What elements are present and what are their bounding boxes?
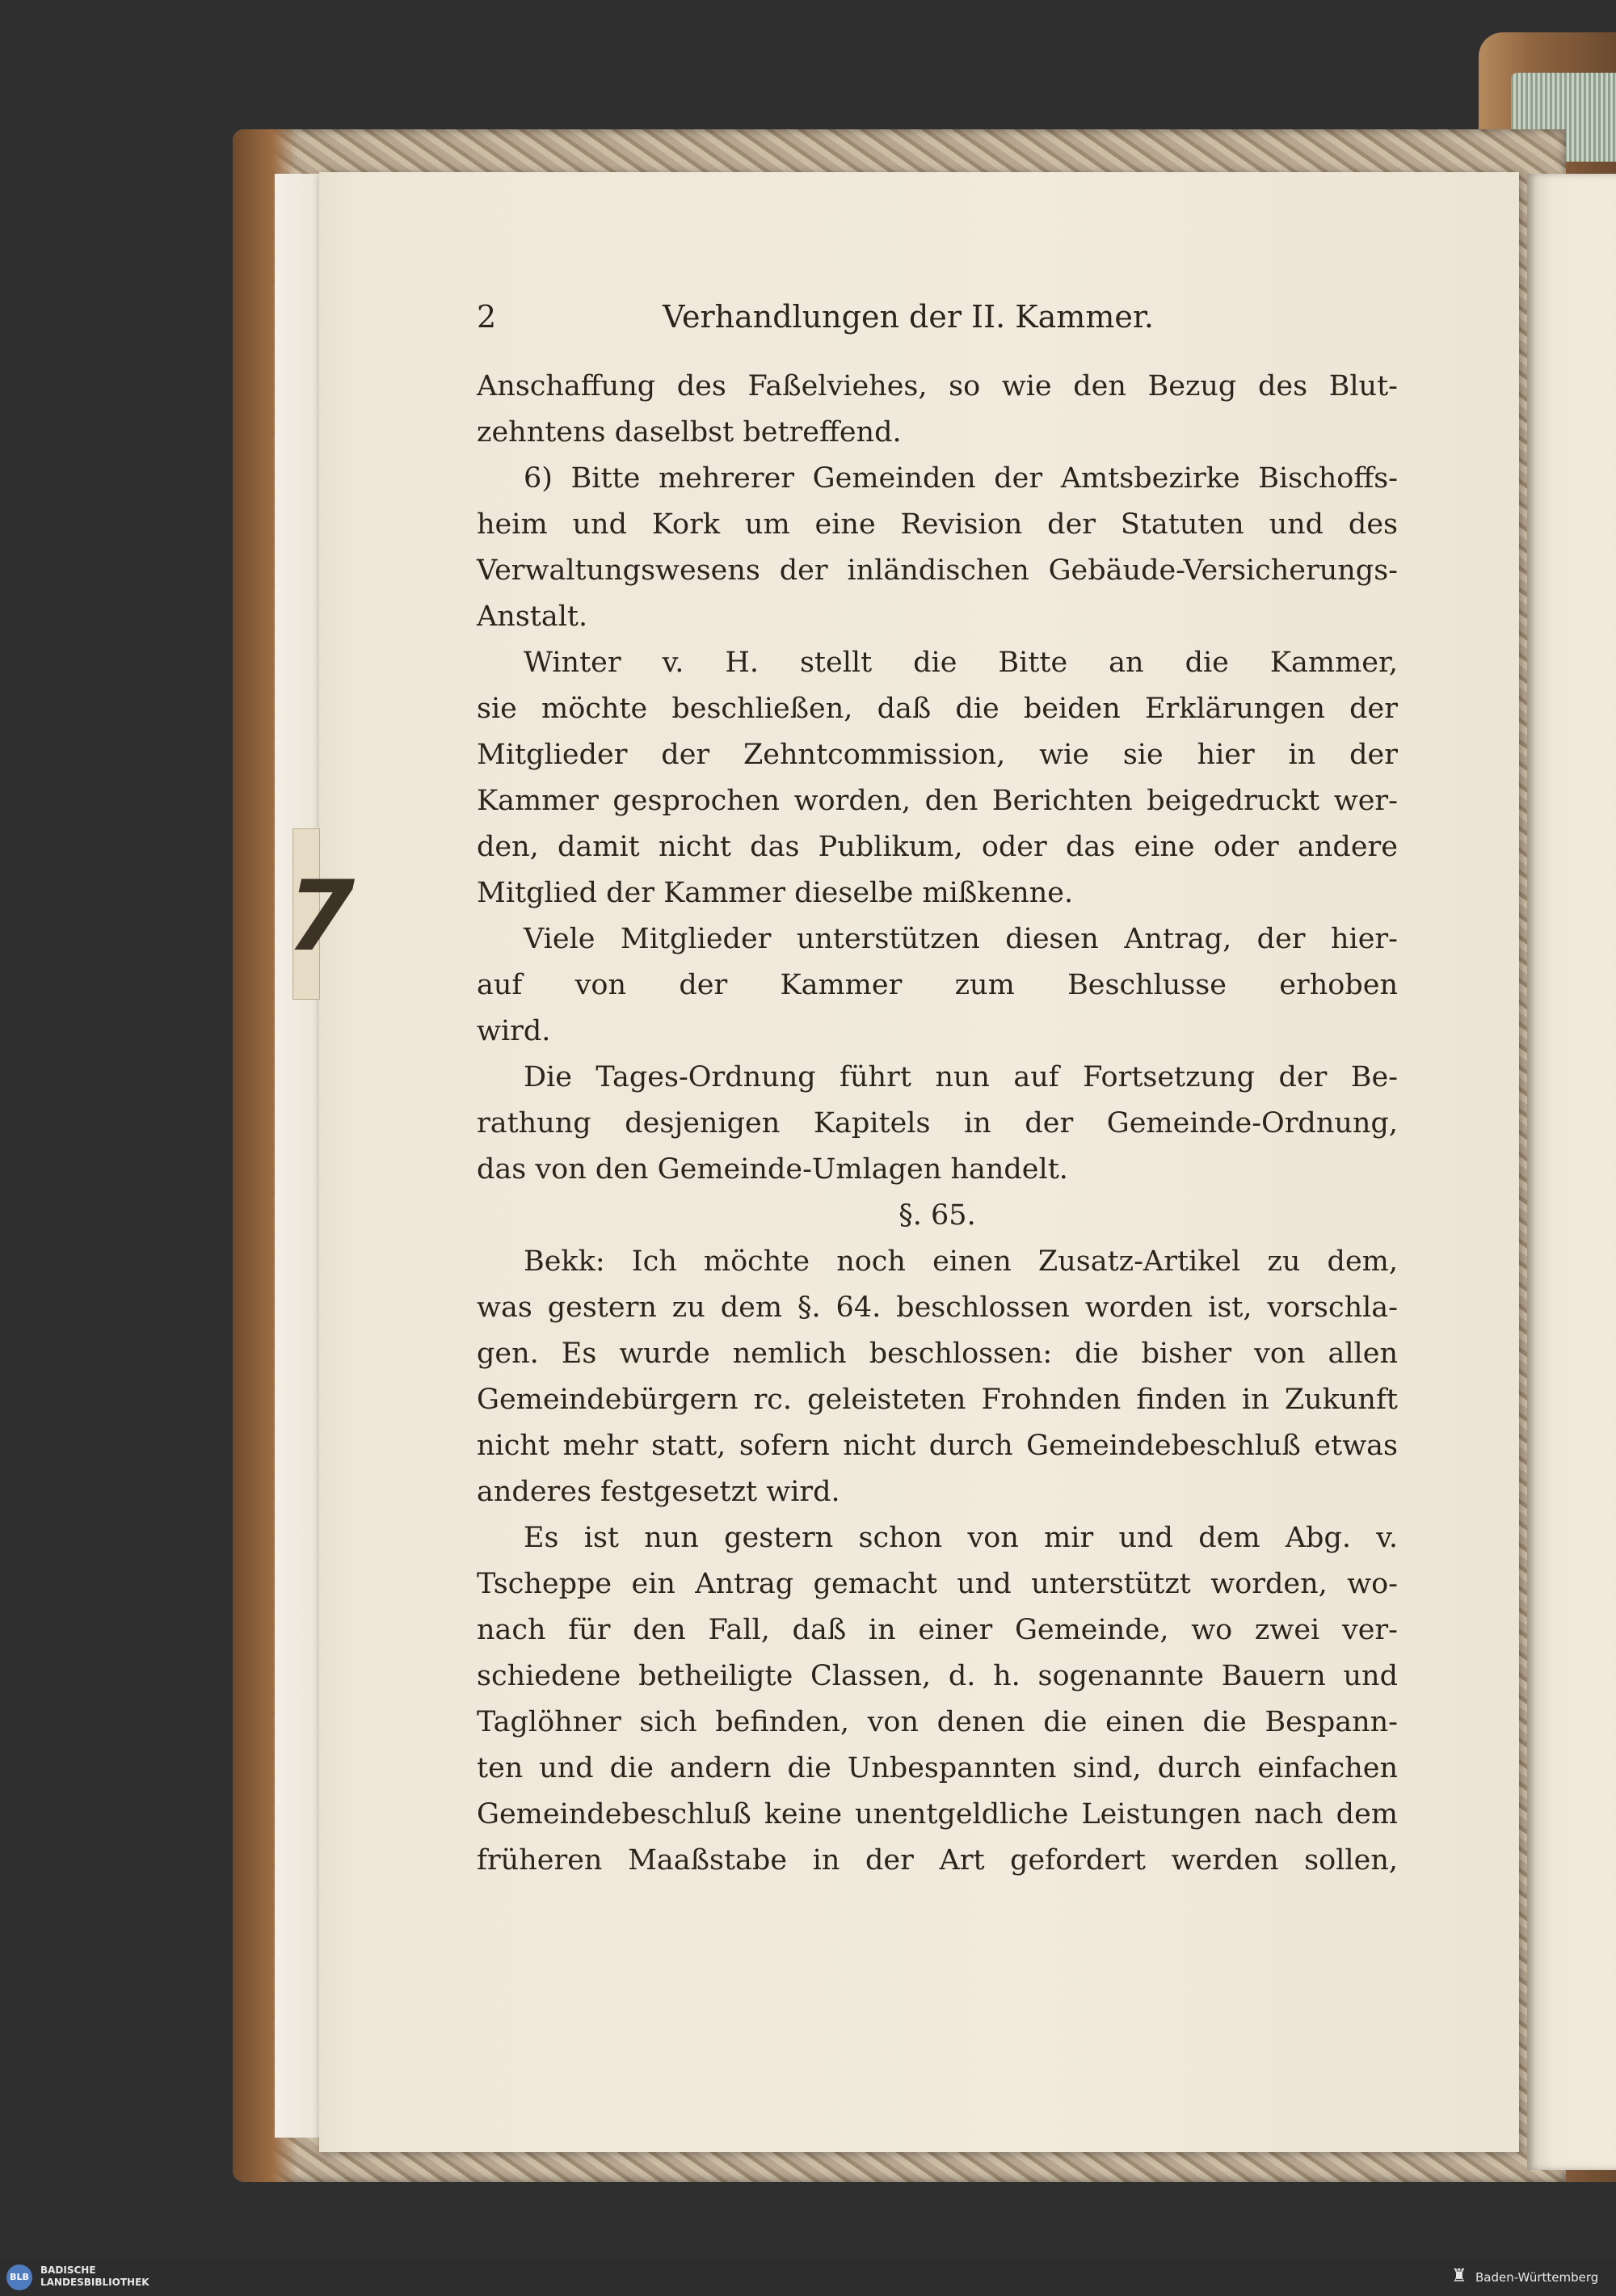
text-line: Tscheppe ein Antrag gemacht und unterstützt worden, wo- (477, 1568, 1398, 1600)
text-line: Anschaffung des Faßelviehes, so wie den Bezug des Blut- (477, 370, 1398, 402)
flyleaf (275, 174, 325, 2138)
facing-page-edge (1527, 174, 1616, 2170)
text-line: rathung desjenigen Kapitels in der Gemeinde-Ordnung, (477, 1107, 1398, 1140)
page-header (477, 299, 1398, 364)
text-line: Gemeindebürgern rc. geleisteten Frohnden finden in Zukunft (477, 1384, 1398, 1416)
viewer-footer (0, 2259, 1616, 2296)
text-line: den, damit nicht das Publikum, oder das eine oder andere (477, 831, 1398, 863)
library-name[interactable] (40, 2264, 149, 2289)
text-line: ten und die andern die Unbespannten sind, durch einfachen (477, 1752, 1398, 1784)
text-line: Verwaltungswesens der inländischen Gebäude-Versicherungs- (477, 554, 1398, 587)
text-line: Kammer gesprochen worden, den Berichten beigedruckt wer- (477, 785, 1398, 817)
text-line: Anstalt. (477, 600, 588, 633)
text-line: schiedene betheiligte Classen, d. h. sogenannte Bauern und (477, 1660, 1398, 1692)
text-line: Gemeindebeschluß keine unentgeldliche Leistungen nach dem (477, 1798, 1398, 1830)
section-heading: §. 65. (898, 1199, 976, 1232)
text-line: gen. Es wurde nemlich beschlossen: die bisher von allen (477, 1338, 1398, 1370)
text-line: Bekk: Ich möchte noch einen Zusatz-Artikel zu dem, (524, 1245, 1398, 1278)
text-line: auf von der Kammer zum Beschlusse erhoben (477, 969, 1398, 1001)
running-head: Verhandlungen der II. Kammer. (663, 299, 1154, 335)
text-line: sie möchte beschließen, daß die beiden Erklärungen der (477, 693, 1398, 725)
text-line: heim und Kork um eine Revision der Statuten und des (477, 508, 1398, 541)
text-line: nicht mehr statt, sofern nicht durch Gemeindebeschluß etwas (477, 1430, 1398, 1462)
state-name[interactable]: Baden-Württemberg (1475, 2270, 1599, 2285)
text-line: wird. (477, 1015, 551, 1047)
text-line: Viele Mitglieder unterstützen diesen Antrag, der hier- (524, 923, 1398, 955)
text-line: zehntens daselbst betreffend. (477, 416, 902, 449)
page-text (477, 299, 1398, 1884)
blb-logo-icon[interactable]: BLB (6, 2264, 32, 2290)
text-line: Mitglieder der Zehntcommission, wie sie hier in der (477, 739, 1398, 771)
text-line: Winter v. H. stellt die Bitte an die Kammer, (524, 647, 1398, 679)
text-line: was gestern zu dem §. 64. beschlossen worden ist, vorschla- (477, 1291, 1398, 1324)
page-number: 2 (477, 299, 497, 335)
text-line: Es ist nun gestern schon von mir und dem Abg. v. (524, 1522, 1398, 1554)
library-name-line2: LANDESBIBLIOTHEK (40, 2277, 149, 2288)
text-line: das von den Gemeinde-Umlagen handelt. (477, 1153, 1068, 1186)
library-name-line1: BADISCHE (40, 2264, 96, 2276)
text-line: früheren Maaßstabe in der Art gefordert werden sollen, (477, 1844, 1398, 1877)
text-line: Die Tages-Ordnung führt nun auf Fortsetzung der Be- (524, 1061, 1398, 1093)
text-line: Mitglied der Kammer dieselbe mißkenne. (477, 877, 1074, 909)
text-line: Taglöhner sich befinden, von denen die einen die Bespann- (477, 1706, 1398, 1738)
text-line: nach für den Fall, daß in einer Gemeinde, wo zwei ver- (477, 1614, 1398, 1646)
baden-wuerttemberg-crest-icon: ♜ (1451, 2266, 1467, 2286)
text-line: 6) Bitte mehrerer Gemeinden der Amtsbezirke Bischoffs- (524, 462, 1398, 495)
text-line: anderes festgesetzt wird. (477, 1476, 840, 1508)
